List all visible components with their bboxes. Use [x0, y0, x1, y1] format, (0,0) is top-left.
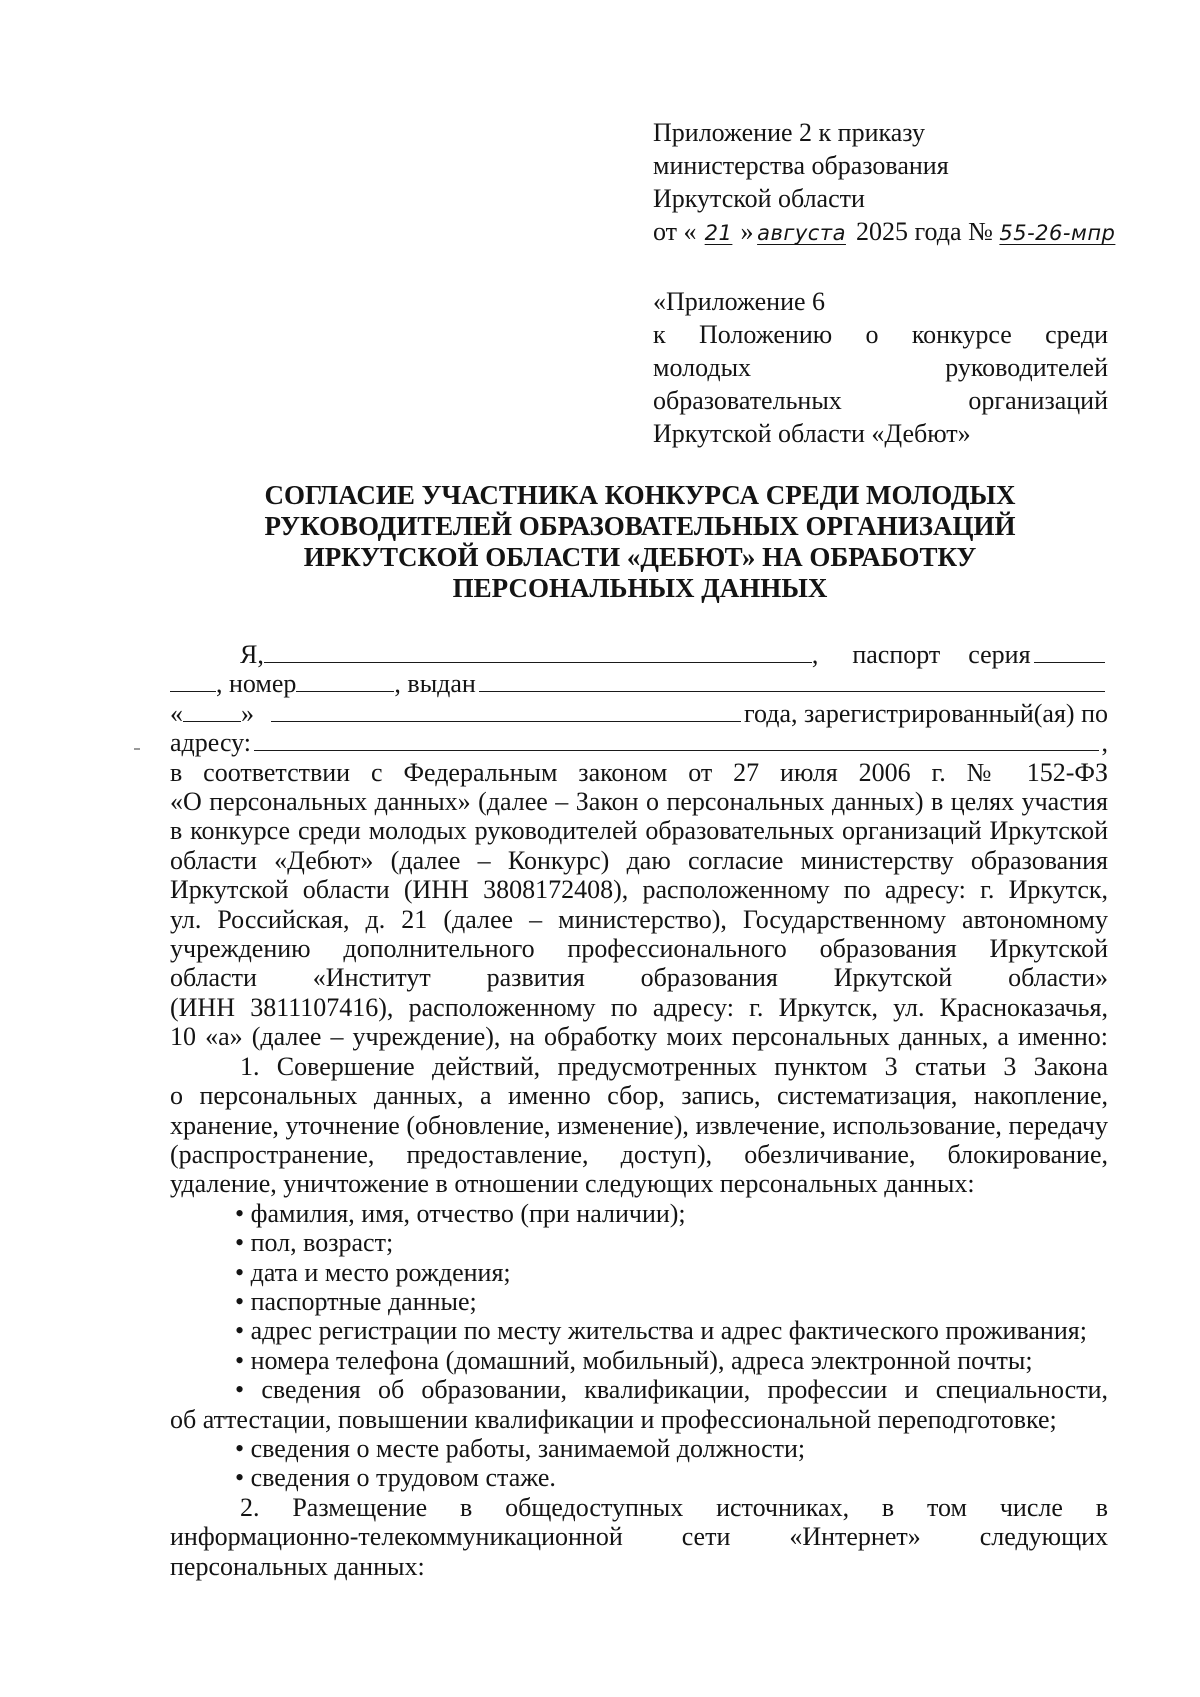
- annex-line-1: Приложение 2 к приказу: [653, 118, 926, 147]
- address-end: ,: [1101, 728, 1108, 758]
- quote-open: «: [170, 698, 183, 728]
- date-mid: »: [740, 217, 754, 246]
- issued-label: , выдан: [394, 669, 476, 699]
- registered-label: года, зарегистрированный(ая) по: [743, 698, 1108, 728]
- issue-day-blank[interactable]: [183, 699, 241, 722]
- p3-line-1: 2. Размещение в общедоступных источниках, в том числе в: [240, 1492, 1108, 1522]
- document-title: [170, 480, 1110, 604]
- p1-line-3: в конкурсе среди молодых руководителей образовательных организаций Иркутской: [170, 816, 1108, 846]
- p1-line-6: ул. Российская, д. 21 (далее – министерство), Государственному автономному: [170, 904, 1108, 934]
- quote-close: »: [241, 698, 254, 728]
- p1-line-10: 10 «а» (далее – учреждение), на обработку моих персональных данных, а именно:: [170, 1022, 1108, 1052]
- bullet-education-line-2: об аттестации, повышении квалификации и профессиональной переподготовке;: [170, 1404, 1057, 1434]
- number-label: , номер: [216, 669, 297, 699]
- p2-line-1: 1. Совершение действий, предусмотренных пунктом 3 статьи 3 Закона: [240, 1051, 1108, 1081]
- handwritten-order-number: 55-26-мпр: [999, 221, 1116, 245]
- p2-line-5: удаление, уничтожение в отношении следующих персональных данных:: [170, 1169, 975, 1199]
- passport-series-blank[interactable]: [1034, 640, 1105, 663]
- p2-line-4: (распространение, предоставление, доступ), обезличивание, блокирование,: [170, 1139, 1108, 1169]
- bullet-full-name: • фамилия, имя, отчество (при наличии);: [235, 1198, 686, 1228]
- bullet-workplace: • сведения о месте работы, занимаемой должности;: [235, 1433, 806, 1463]
- p1-line-4: области «Дебют» (далее – Конкурс) даю согласие министерству образования: [170, 845, 1108, 875]
- address-label: адресу:: [170, 728, 252, 758]
- p1-line-7: учреждению дополнительного профессионального образования Иркутской: [170, 934, 1108, 964]
- handwritten-month: августа: [757, 221, 846, 245]
- bullet-experience: • сведения о трудовом стаже.: [235, 1463, 556, 1493]
- annex2-line-1: «Приложение 6: [653, 287, 826, 316]
- date-year: 2025 года №: [849, 217, 1000, 246]
- bullet-sex-age: • пол, возраст;: [235, 1228, 394, 1258]
- p2-line-2: о персональных данных, а именно сбор, запись, систематизация, накопление,: [170, 1081, 1108, 1111]
- p1-line-8: области «Институт развития образования Иркутской области»: [170, 963, 1108, 993]
- form-line-number: [170, 669, 1108, 698]
- form-line-address: [170, 728, 1108, 757]
- p3-line-3: персональных данных:: [170, 1551, 425, 1581]
- full-name-blank[interactable]: [264, 640, 812, 663]
- annex2-line-5: Иркутской области «Дебют»: [653, 419, 971, 448]
- p1-line-1: в соответствии с Федеральным законом от 27 июля 2006 г. № 152-ФЗ: [170, 757, 1108, 787]
- series-label: серия: [968, 640, 1031, 669]
- form-line-name: [170, 640, 1108, 669]
- title-line-2: РУКОВОДИТЕЛЕЙ ОБРАЗОВАТЕЛЬНЫХ ОРГАНИЗАЦИЙ: [264, 511, 1016, 541]
- bullet-address: • адрес регистрации по месту жительства и адрес фактического проживания;: [235, 1316, 1087, 1346]
- p1-line-5: Иркутской области (ИНН 3808172408), расположенному по адресу: г. Иркутск,: [170, 875, 1108, 905]
- annex2-line-3: молодых руководителей: [653, 353, 1108, 382]
- scan-artifact: [134, 748, 140, 750]
- passport-series-cont-blank[interactable]: [170, 669, 216, 692]
- passport-number-blank[interactable]: [296, 669, 394, 692]
- bullet-passport: • паспортные данные;: [235, 1286, 477, 1316]
- annex-line-2: министерства образования: [653, 151, 949, 180]
- date-prefix: от «: [653, 217, 697, 246]
- annex-date-line: [653, 215, 1116, 250]
- annex2-line-2: к Положению о конкурсе среди: [653, 320, 1108, 349]
- passport-label: паспорт: [852, 640, 941, 669]
- p1-line-9: (ИНН 3811107416), расположенному по адресу: г. Иркутск, ул. Красноказачья,: [170, 992, 1108, 1022]
- form-line-date: [170, 699, 1108, 728]
- handwritten-day: 21: [704, 221, 733, 245]
- title-line-1: СОГЛАСИЕ УЧАСТНИКА КОНКУРСА СРЕДИ МОЛОДЫХ: [264, 480, 1016, 510]
- document-body: [170, 640, 1108, 1581]
- p2-line-3: хранение, уточнение (обновление, изменение), извлечение, использование, передачу: [170, 1110, 1108, 1140]
- address-blank[interactable]: [254, 728, 1098, 751]
- bullet-education-line-1: • сведения об образовании, квалификации, профессии и специальности,: [235, 1375, 1108, 1405]
- issue-month-year-blank[interactable]: [271, 699, 741, 722]
- annex-line-3: Иркутской области: [653, 184, 865, 213]
- title-line-4: ПЕРСОНАЛЬНЫХ ДАННЫХ: [452, 573, 828, 603]
- name-comma: ,: [811, 640, 819, 669]
- p1-line-2: «О персональных данных» (далее – Закон о персональных данных) в целях участия: [170, 787, 1108, 817]
- regulation-annex-header: [653, 285, 1108, 450]
- p3-line-2: информационно-телекоммуникационной сети «Интернет» следующих: [170, 1522, 1108, 1552]
- order-annex-header: [653, 116, 1116, 250]
- bullet-phone-email: • номера телефона (домашний, мобильный), адреса электронной почты;: [235, 1345, 1033, 1375]
- title-line-3: ИРКУТСКОЙ ОБЛАСТИ «ДЕБЮТ» НА ОБРАБОТКУ: [303, 542, 977, 572]
- annex2-line-4: образовательных организаций: [653, 386, 1108, 415]
- i-label: Я,: [240, 640, 264, 669]
- issued-by-blank[interactable]: [479, 669, 1105, 692]
- bullet-birth: • дата и место рождения;: [235, 1257, 511, 1287]
